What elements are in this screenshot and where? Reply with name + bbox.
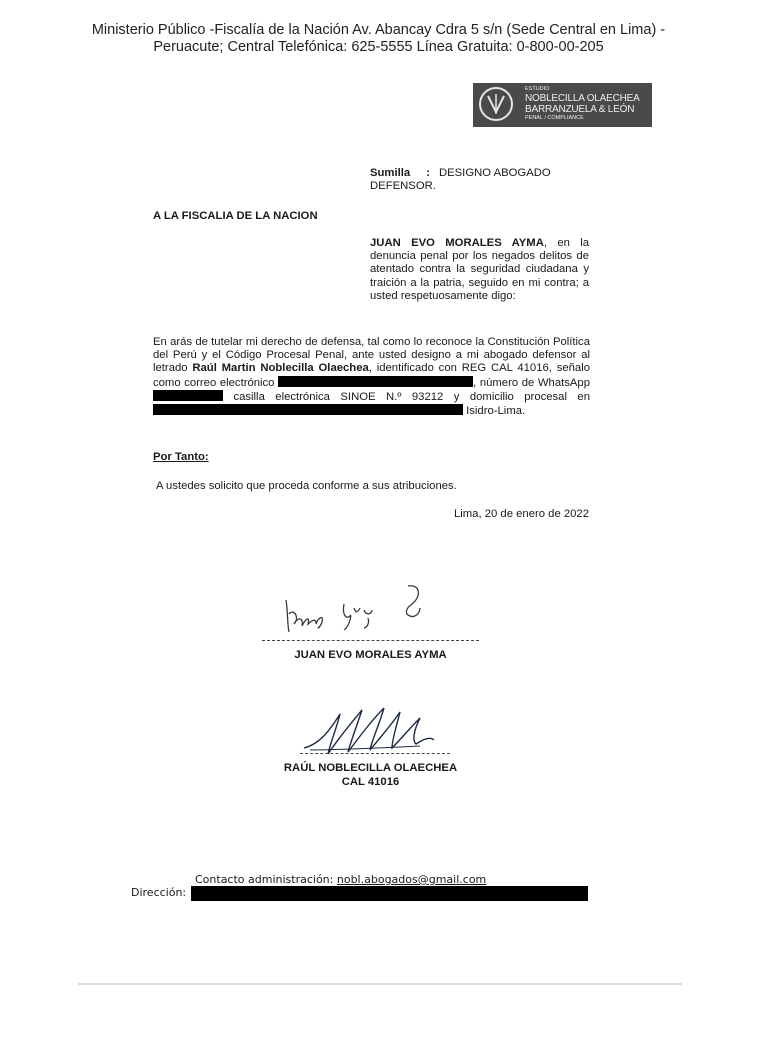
- firm-emblem-icon: [479, 87, 513, 121]
- signature-morales-icon: [280, 578, 430, 638]
- client-name: JUAN EVO MORALES AYMA: [370, 237, 544, 249]
- firm-name-line1: NOBLECILLA OLAECHEA: [525, 93, 640, 104]
- firm-label: ESTUDIO: [525, 86, 550, 92]
- header-text: Ministerio Público -Fiscalía de la Nación Av. Abancay Cdra 5 s/n (Sede Central en Lima) -Peruacute; Central Telefónica: 625-5555 Línea Gratuita: 0-800-00-205: [91, 22, 666, 55]
- lawyer-name: Raúl Martin Noblecilla Olaechea: [192, 362, 369, 375]
- signature-noblecilla-icon: [300, 700, 460, 760]
- contact-email: nobl.abogados@gmail.com: [336, 873, 487, 886]
- signature-name-noblecilla: RAÚL NOBLECILLA OLAECHEA: [283, 762, 458, 774]
- body-part3: , número de WhatsApp: [473, 376, 590, 389]
- signature-line-morales: [262, 640, 479, 641]
- redacted-address: [153, 404, 463, 415]
- direccion-label: Dirección:: [131, 886, 187, 899]
- contact-label: Contacto administración:: [195, 873, 334, 886]
- firm-name-line2: BARRANZUELA & LEÓN: [525, 104, 635, 115]
- sumilla-label: Sumilla: [370, 167, 411, 179]
- sumilla-block: [370, 167, 592, 193]
- firm-practice: PENAL / COMPLIANCE: [525, 115, 584, 121]
- body-part5: Isidro-Lima.: [463, 405, 526, 418]
- date: Lima, 20 de enero de 2022: [453, 508, 589, 520]
- body-part2: , identificado con REG CAL 41016, señalo como correo electrónico: [153, 362, 591, 389]
- redacted-whatsapp: [153, 390, 223, 401]
- request-text: A ustedes solicito que proceda conforme a sus atribuciones.: [156, 480, 457, 492]
- redacted-direccion: [191, 886, 588, 901]
- sumilla-colon: :: [426, 167, 430, 179]
- firm-logo: [473, 83, 652, 127]
- sumilla-text2: DEFENSOR.: [370, 180, 436, 193]
- addressee: A LA FISCALIA DE LA NACION: [153, 210, 318, 222]
- contact-line: [195, 873, 486, 886]
- footer-divider: [78, 983, 682, 985]
- signature-cal: CAL 41016: [341, 776, 400, 788]
- body-paragraph: [153, 336, 590, 418]
- intro-paragraph: [370, 237, 589, 303]
- signature-name-morales: JUAN EVO MORALES AYMA: [294, 649, 447, 661]
- redacted-email: [278, 376, 473, 387]
- signature-line-noblecilla: [300, 753, 450, 754]
- sumilla-text1: DESIGNO ABOGADO: [438, 167, 551, 179]
- por-tanto-heading: Por Tanto:: [153, 451, 209, 463]
- intro-text: , en la denuncia penal por los negados delitos de atentado contra la seguridad ciudadana y traición a la patria, seguido en mi contra; a usted respetuosamente digo:: [370, 237, 589, 302]
- body-part1: En arás de tutelar mi derecho de defensa, tal como lo reconoce la Constitución Política del Perú y el Código Procesal Penal, ante usted designo a mi abogado defensor al letrado: [153, 336, 590, 375]
- firm-name: [525, 86, 640, 122]
- body-part4: casilla electrónica SINOE N.º 93212 y domicilio procesal en: [223, 390, 590, 403]
